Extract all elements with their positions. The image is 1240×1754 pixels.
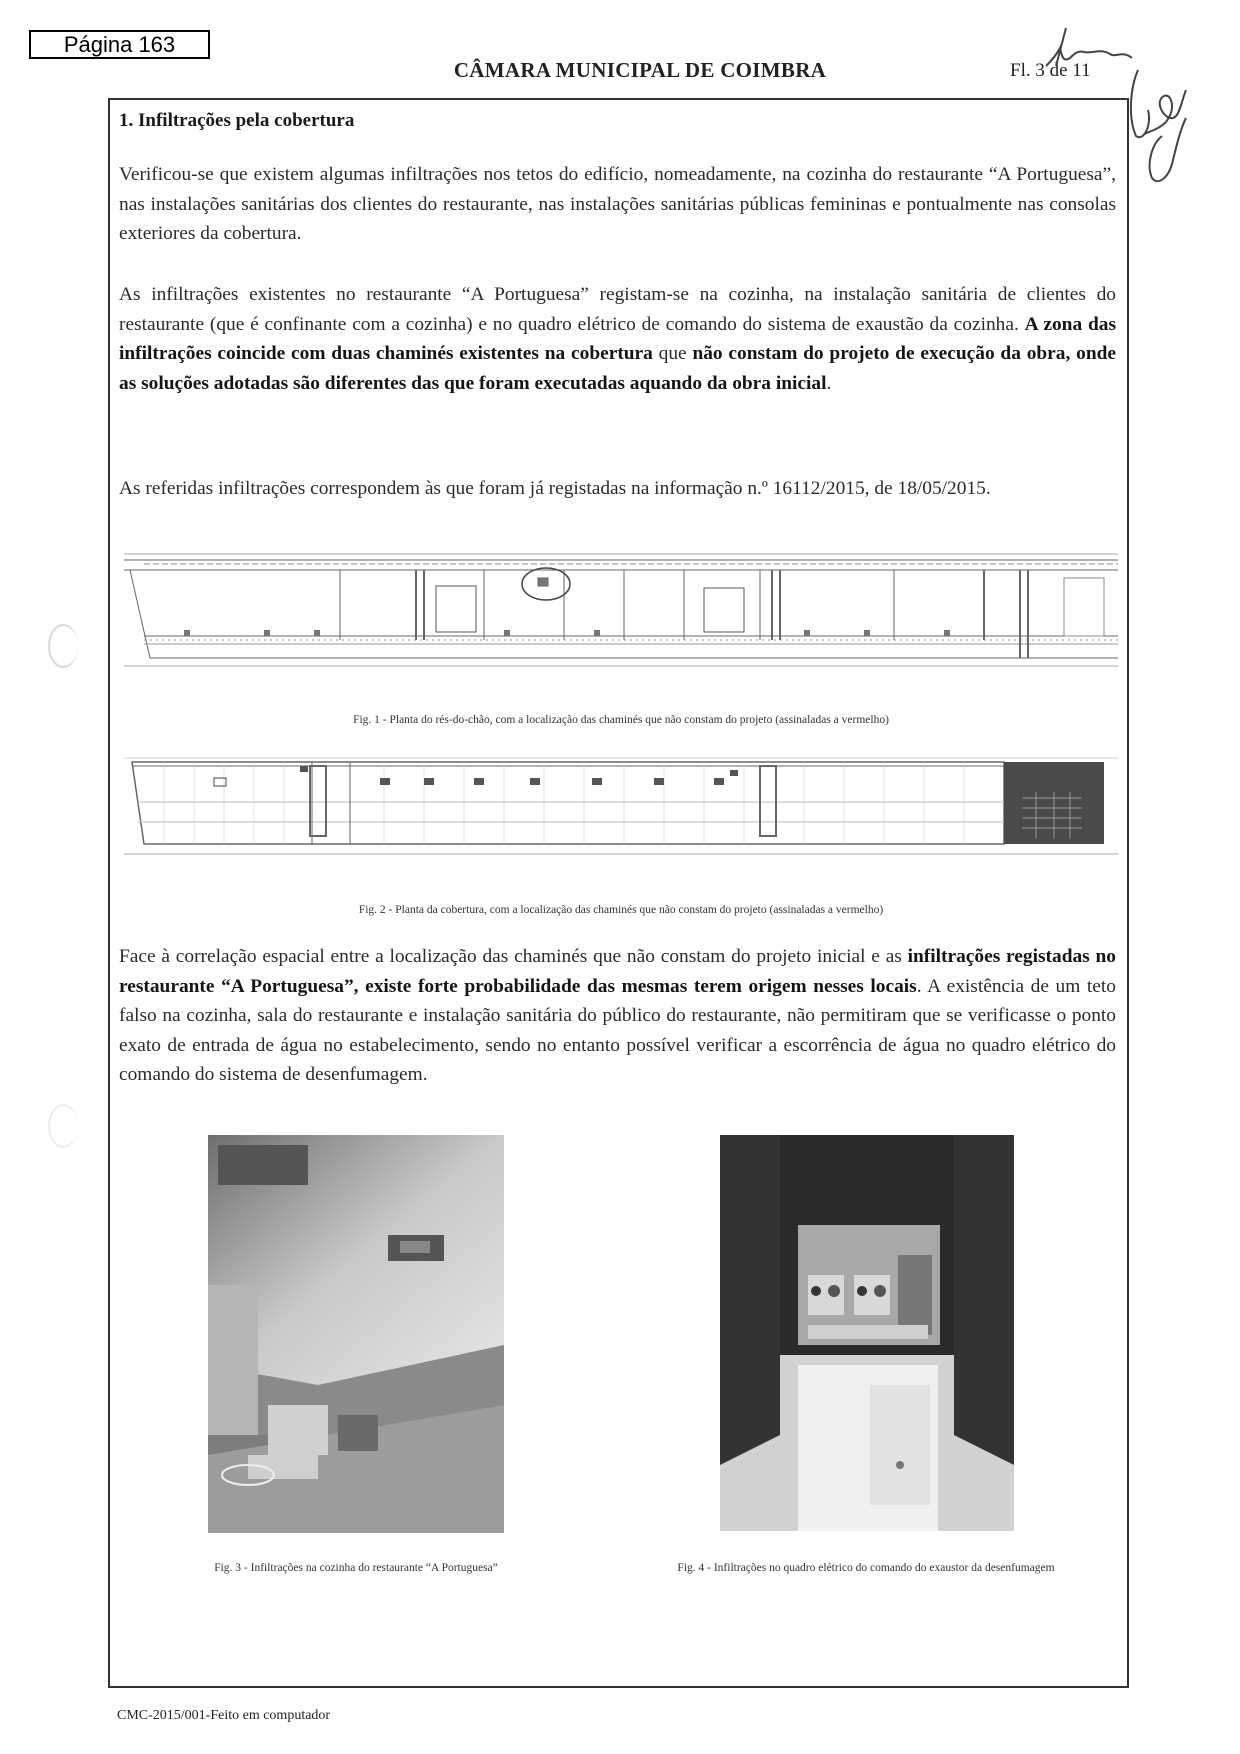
paragraph-infiltrations-overview: Verificou-se que existem algumas infiltrações nos tetos do edifício, nomeadamente, na cozinha do restaurante “A Portuguesa”, nas instalações sanitárias dos clientes do restaurante, nas instalações sanitárias públicas femininas e pontualmente nas consolas exteriores da cobertura.: [119, 164, 1116, 244]
roof-plan-drawing: [124, 752, 1118, 872]
figure-2-caption: Fig. 2 - Planta da cobertura, com a localização das chaminés que não constam do projeto (assinaladas a vermelho): [358, 904, 884, 916]
figure-3-caption: Fig. 3 - Infiltrações na cozinha do restaurante “A Portuguesa”: [214, 1562, 498, 1574]
figure-1-caption: Fig. 1 - Planta do rés-do-chão, com a localização das chaminés que não constam do projeto (assinaladas a vermelho): [353, 714, 889, 726]
page-number-stamp: Página 163: [29, 30, 210, 59]
organization-header: CÂMARA MUNICIPAL DE COIMBRA: [453, 58, 827, 82]
punch-hole-mark: [48, 624, 78, 668]
folio-number: Fl. 3 de 11: [1010, 60, 1091, 81]
figure-4-caption: Fig. 4 - Infiltrações no quadro elétrico do comando do exaustor da desenfumagem: [677, 1562, 1055, 1574]
section-heading: 1. Infiltrações pela cobertura: [119, 110, 355, 131]
paragraph-restaurant-infiltrations: As infiltrações existentes no restaurante “A Portuguesa” registam-se na cozinha, na instalação sanitária de clientes do restaurante (que é confinante com a cozinha) e no quadro elétrico de comando do sistema de exaustão da cozinha. A zona das infiltrações coincide com duas chaminés existentes na cobertura que não constam do projeto de execução da obra, onde as soluções adotadas são diferentes das que foram executadas aquando da obra inicial.: [119, 284, 1116, 394]
punch-hole-mark: [48, 1104, 78, 1148]
ground-floor-plan-drawing: [124, 548, 1118, 670]
paragraph-conclusion: Face à correlação espacial entre a localização das chaminés que não constam do projeto inicial e as infiltrações registadas no restaurante “A Portuguesa”, existe forte probabilidade das mesmas terem origem nesses locais. A existência de um teto falso na cozinha, sala do restaurante e instalação sanitária do público do restaurante, não permitiram que se verificasse o ponto exato de entrada de água no estabelecimento, sendo no entanto possível verificar a escorrência de água no quadro elétrico do comando do sistema de desenfumagem.: [119, 946, 1116, 1085]
footer-form-code: CMC-2015/001-Feito em computador: [117, 1708, 331, 1723]
paragraph-previous-report: As referidas infiltrações correspondem às que foram já registadas na informação n.º 16112/2015, de 18/05/2015.: [119, 478, 991, 499]
kitchen-infiltration-photo: [208, 1135, 504, 1533]
electrical-panel-photo: [720, 1135, 1014, 1531]
